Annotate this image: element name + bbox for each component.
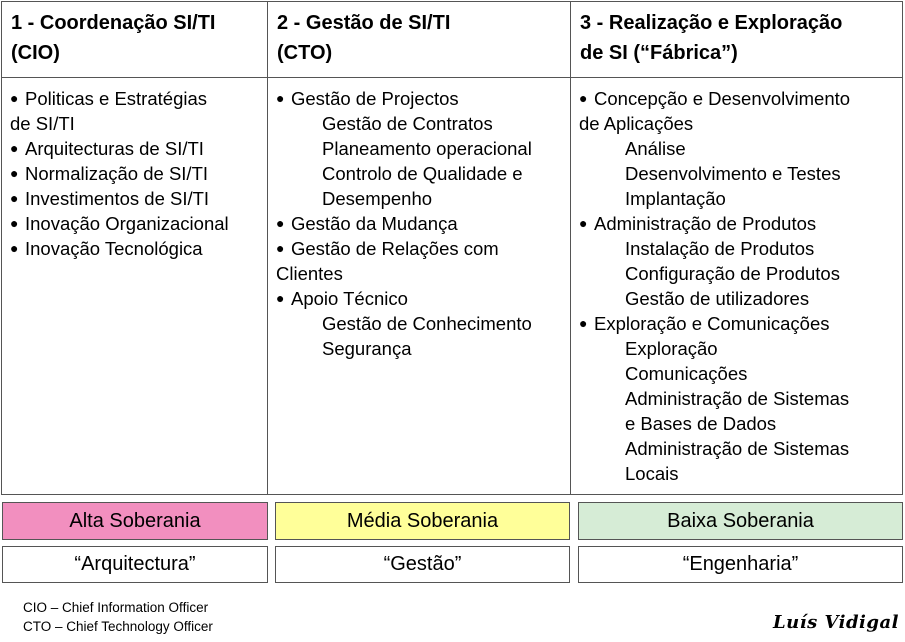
bullet-item	[10, 236, 261, 261]
bullet-icon: ●	[579, 90, 588, 106]
sub-item	[579, 386, 896, 411]
item-text: Administração de Sistemas	[625, 438, 850, 459]
item-text: Exploração e Comunicações	[594, 313, 830, 334]
sub-item	[579, 236, 896, 261]
bullet-item	[276, 286, 564, 311]
bullet-icon: ●	[579, 315, 588, 331]
item-text: Inovação Organizacional	[25, 213, 229, 234]
item-text: Administração de Sistemas	[625, 388, 850, 409]
bullet-item	[10, 211, 261, 236]
bullet-item	[10, 136, 261, 161]
item-text: Arquitecturas de SI/TI	[25, 138, 204, 159]
item-text: Planeamento operacional	[322, 138, 532, 159]
item-text: Normalização de SI/TI	[25, 163, 209, 184]
column-body	[2, 78, 267, 261]
bullet-item	[276, 86, 564, 111]
item-text: Inovação Tecnológica	[25, 238, 203, 259]
item-text: Investimentos de SI/TI	[25, 188, 210, 209]
item-text: Controlo de Qualidade e	[322, 163, 523, 184]
sub-item	[276, 161, 564, 186]
bullet-icon: ●	[579, 215, 588, 231]
item-continuation	[276, 261, 564, 286]
sub-item	[579, 336, 896, 361]
sub-item	[276, 136, 564, 161]
bullet-icon: ●	[10, 90, 19, 106]
bullet-item	[579, 311, 896, 336]
column-management	[268, 2, 571, 494]
item-text: Exploração	[625, 338, 718, 359]
column-body	[571, 78, 902, 486]
sub-item	[276, 111, 564, 136]
sub-item	[276, 311, 564, 336]
sub-item	[579, 286, 896, 311]
column-header	[268, 2, 570, 78]
category-architecture: “Arquitectura”	[2, 546, 268, 583]
bullet-item	[10, 186, 261, 211]
item-text: Clientes	[276, 263, 343, 284]
item-continuation	[579, 111, 896, 136]
item-text: de SI/TI	[10, 113, 75, 134]
column-body	[268, 78, 570, 361]
bullet-item	[276, 211, 564, 236]
column-title: 3 - Realização e Exploração	[580, 12, 843, 34]
bullet-icon: ●	[10, 140, 19, 156]
sovereignty-high: Alta Soberania	[2, 502, 268, 540]
column-subtitle: (CTO)	[277, 42, 333, 64]
bullet-icon: ●	[10, 165, 19, 181]
item-text: de Aplicações	[579, 113, 694, 134]
item-text: Segurança	[322, 338, 412, 359]
item-text: Implantação	[625, 188, 726, 209]
footnote-cto: CTO – Chief Technology Officer	[23, 619, 213, 634]
sub-item	[579, 186, 896, 211]
bullet-icon: ●	[10, 190, 19, 206]
item-text: Gestão de Contratos	[322, 113, 493, 134]
sub-item	[579, 411, 896, 436]
bullet-icon: ●	[276, 215, 285, 231]
column-subtitle: (CIO)	[11, 42, 60, 64]
item-text: Configuração de Produtos	[625, 263, 840, 284]
governance-table	[1, 1, 903, 495]
sub-item	[579, 361, 896, 386]
sub-item	[579, 436, 896, 461]
sub-item	[276, 186, 564, 211]
item-text: Desempenho	[322, 188, 433, 209]
sovereignty-low: Baixa Soberania	[578, 502, 903, 540]
item-text: Gestão de utilizadores	[625, 288, 810, 309]
category-management: “Gestão”	[275, 546, 570, 583]
item-text: Politicas e Estratégias	[25, 88, 208, 109]
item-text: Gestão da Mudança	[291, 213, 458, 234]
bullet-item	[10, 86, 261, 111]
item-text: Concepção e Desenvolvimento	[594, 88, 851, 109]
item-text: Análise	[625, 138, 686, 159]
item-text: e Bases de Dados	[625, 413, 777, 434]
sub-item	[579, 161, 896, 186]
item-text: Comunicações	[625, 363, 748, 384]
bullet-icon: ●	[276, 290, 285, 306]
column-title: 1 - Coordenação SI/TI	[11, 12, 216, 34]
column-title: 2 - Gestão de SI/TI	[277, 12, 451, 34]
footnote-cio: CIO – Chief Information Officer	[23, 600, 209, 615]
bullet-item	[10, 161, 261, 186]
bullet-item	[579, 211, 896, 236]
column-subtitle: de SI (“Fábrica”)	[580, 42, 738, 64]
item-text: Gestão de Conhecimento	[322, 313, 532, 334]
bullet-icon: ●	[276, 90, 285, 106]
item-text: Desenvolvimento e Testes	[625, 163, 841, 184]
item-text: Gestão de Relações com	[291, 238, 499, 259]
bullet-icon: ●	[276, 240, 285, 256]
bullet-icon: ●	[10, 215, 19, 231]
column-realization	[571, 2, 902, 494]
bullet-item	[276, 236, 564, 261]
bullet-item	[579, 86, 896, 111]
author-signature: Luís Vidigal	[773, 612, 899, 633]
column-coordination	[2, 2, 268, 494]
sovereignty-medium: Média Soberania	[275, 502, 570, 540]
item-text: Apoio Técnico	[291, 288, 408, 309]
item-text: Instalação de Produtos	[625, 238, 815, 259]
sub-item	[579, 261, 896, 286]
sub-item	[579, 461, 896, 486]
column-header	[571, 2, 902, 78]
item-text: Locais	[625, 463, 679, 484]
column-header	[2, 2, 267, 78]
item-text: Administração de Produtos	[594, 213, 817, 234]
item-continuation	[10, 111, 261, 136]
bullet-icon: ●	[10, 240, 19, 256]
item-text: Gestão de Projectos	[291, 88, 459, 109]
category-engineering: “Engenharia”	[578, 546, 903, 583]
sub-item	[276, 336, 564, 361]
sub-item	[579, 136, 896, 161]
